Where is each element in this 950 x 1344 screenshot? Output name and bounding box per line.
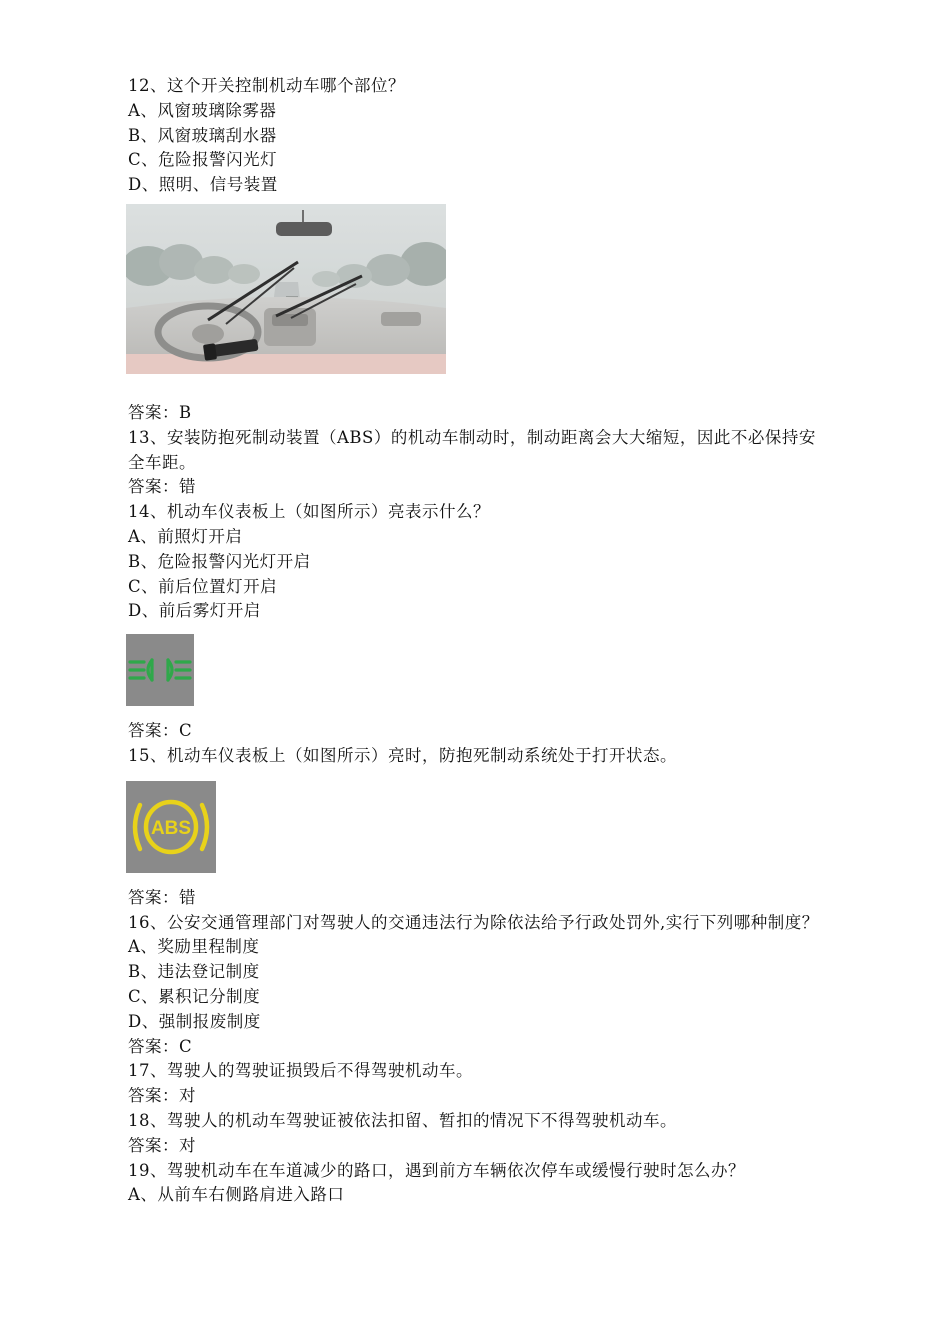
question-12-option-d: D、照明、信号装置	[128, 175, 278, 195]
question-18-answer: 答案：对	[128, 1135, 196, 1155]
question-16-option-d: D、强制报废制度	[128, 1011, 261, 1031]
question-19-stem: 19、驾驶机动车在车道减少的路口，遇到前方车辆依次停车或缓慢行驶时怎么办？	[128, 1160, 745, 1180]
question-16-stem: 16、公安交通管理部门对驾驶人的交通违法行为除依法给予行政处罚外,实行下列哪种制度？	[128, 912, 819, 932]
question-14-option-c: C、前后位置灯开启	[128, 576, 278, 596]
windshield-wiper-image	[126, 204, 446, 374]
question-13-stem: 13、安装防抱死制动装置（ABS）的机动车制动时，制动距离会大大缩短，因此不必保持安全车距。	[128, 427, 816, 472]
question-14-stem: 14、机动车仪表板上（如图所示）亮表示什么？	[128, 502, 490, 522]
question-14-option-a: A、前照灯开启	[128, 526, 243, 546]
abs-icon-label: ABS	[150, 817, 192, 839]
question-14-option-b: B、危险报警闪光灯开启	[128, 551, 311, 571]
question-14-answer: 答案：C	[128, 721, 193, 741]
question-13-answer: 答案：错	[128, 477, 196, 497]
question-17-answer: 答案：对	[128, 1086, 196, 1106]
position-light-indicator-icon	[126, 634, 194, 706]
document-page	[128, 74, 828, 1208]
question-19-option-a: A、从前车右侧路肩进入路口	[128, 1185, 345, 1205]
question-12-option-c: C、危险报警闪光灯	[128, 150, 278, 170]
question-12-option-a: A、风窗玻璃除雾器	[128, 100, 277, 120]
question-12-answer: 答案：B	[128, 402, 192, 422]
question-16-option-b: B、违法登记制度	[128, 962, 260, 982]
question-17-stem: 17、驾驶人的驾驶证损毁后不得驾驶机动车。	[128, 1061, 473, 1081]
question-16-answer: 答案：C	[128, 1036, 193, 1056]
question-14-option-d: D、前后雾灯开启	[128, 601, 261, 621]
question-15-answer: 答案：错	[128, 887, 196, 907]
question-16-option-c: C、累积记分制度	[128, 986, 261, 1006]
abs-warning-icon	[126, 781, 216, 873]
question-16-option-a: A、奖励里程制度	[128, 937, 260, 957]
question-12-stem: 12、这个开关控制机动车哪个部位？	[128, 76, 405, 95]
question-12-option-b: B、风窗玻璃刮水器	[128, 125, 277, 145]
question-15-stem: 15、机动车仪表板上（如图所示）亮时，防抱死制动系统处于打开状态。	[128, 745, 677, 765]
question-18-stem: 18、驾驶人的机动车驾驶证被依法扣留、暂扣的情况下不得驾驶机动车。	[128, 1110, 677, 1130]
